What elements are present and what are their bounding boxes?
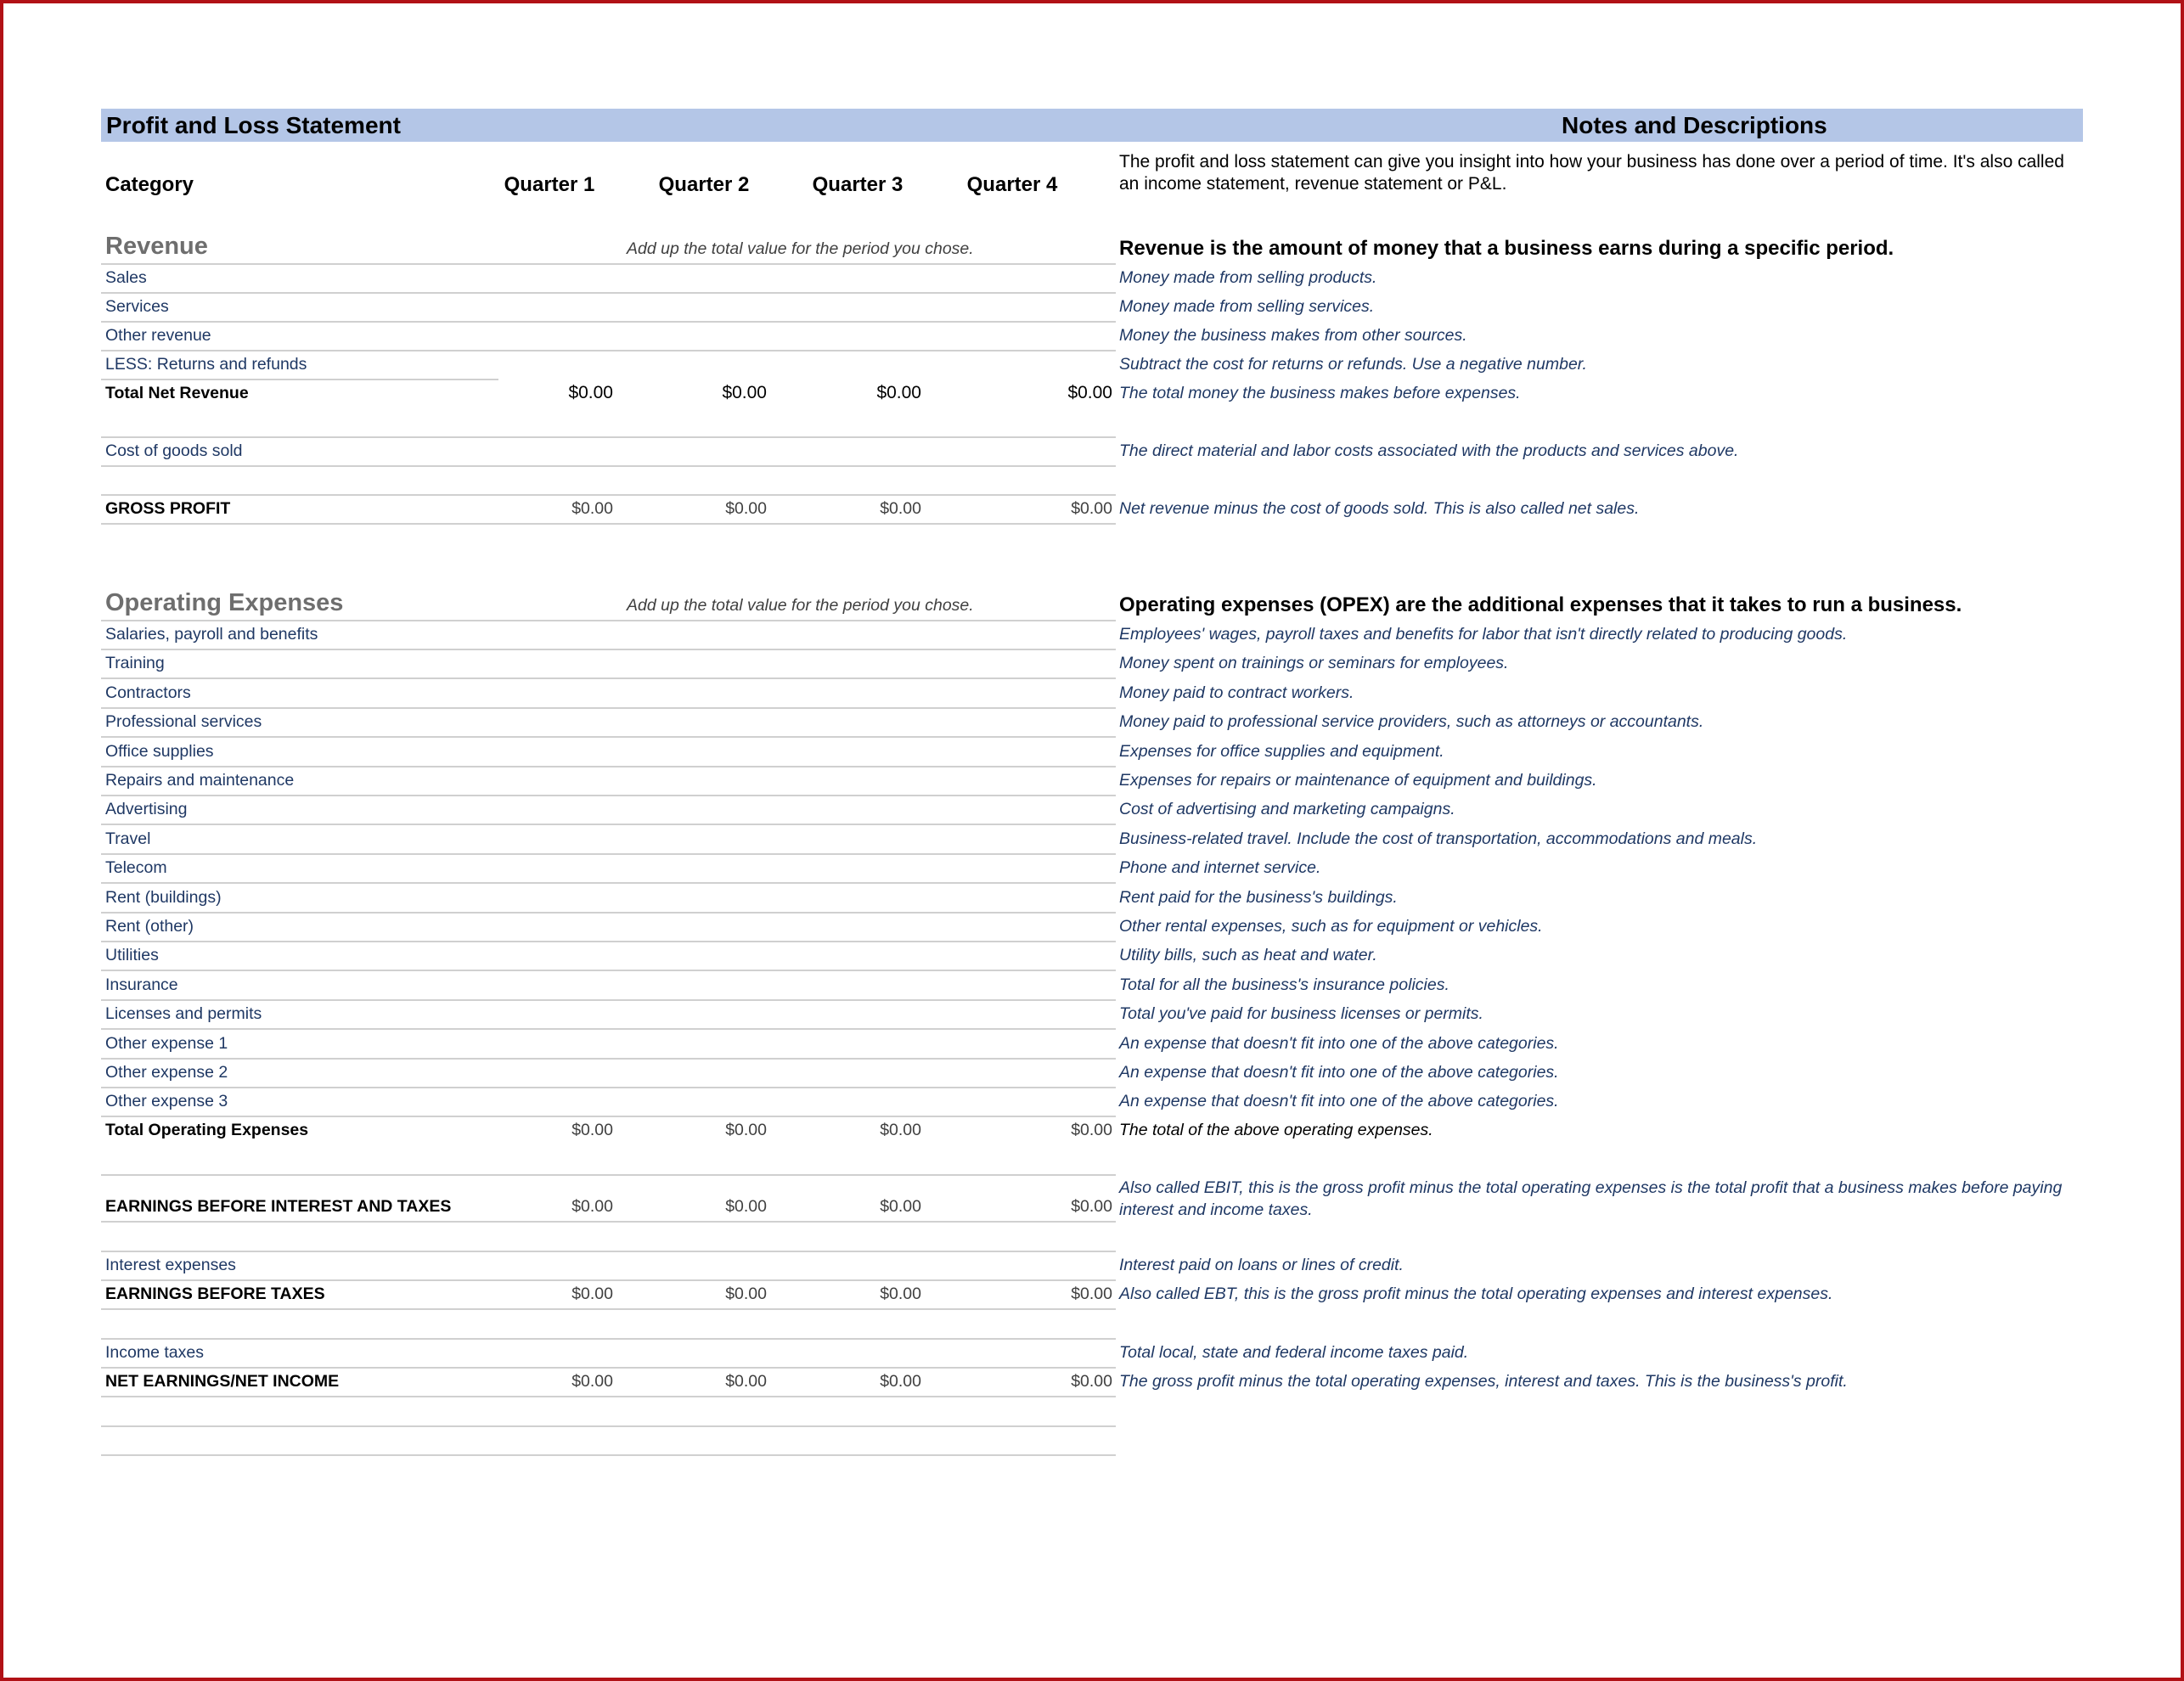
quarter-1-value[interactable]: $0.00 — [571, 1285, 613, 1303]
quarter-1-value[interactable]: $0.00 — [571, 1372, 613, 1391]
cogs-row — [0, 437, 2184, 466]
row-label: GROSS PROFIT — [105, 499, 231, 518]
row-note: Money paid to professional service providers, such as attorneys or accountants. — [1119, 712, 1704, 732]
revenue-row — [0, 322, 2184, 351]
row-label: Training — [105, 654, 165, 673]
row-label: Other revenue — [105, 326, 211, 345]
opex-row — [0, 1088, 2184, 1116]
row-note: Total you've paid for business licenses or permits. — [1119, 1004, 1483, 1024]
row-label: Sales — [105, 268, 147, 287]
opex-row — [0, 854, 2184, 883]
row-note: Money made from selling products. — [1119, 268, 1377, 287]
quarter-2-value[interactable]: $0.00 — [722, 383, 767, 402]
row-note: Net revenue minus the cost of goods sold. This is also called net sales. — [1119, 499, 1640, 518]
quarter-4-value[interactable]: $0.00 — [1071, 1121, 1112, 1139]
row-label: Other expense 2 — [105, 1063, 228, 1082]
revenue-row — [0, 351, 2184, 379]
row-note: The total of the above operating expenses. — [1119, 1121, 1433, 1139]
row-label: NET EARNINGS/NET INCOME — [105, 1372, 340, 1391]
opex-row — [0, 884, 2184, 913]
row-note: Total for all the business's insurance policies. — [1119, 975, 1449, 994]
quarter-3-value[interactable]: $0.00 — [880, 1285, 921, 1303]
spacer-row — [0, 466, 2184, 495]
row-note: Money made from selling services. — [1119, 297, 1375, 316]
row-note: Interest paid on loans or lines of credit. — [1119, 1256, 1404, 1274]
quarter-3-header: Quarter 3 — [812, 173, 903, 196]
opex-row — [0, 621, 2184, 649]
revenue-header-row — [0, 235, 2184, 264]
income-taxes-row — [0, 1339, 2184, 1368]
revenue-row — [0, 293, 2184, 322]
spacer-row — [0, 408, 2184, 437]
opex-header-row — [0, 589, 2184, 621]
row-note: Subtract the cost for returns or refunds. Use a negative number. — [1119, 355, 1587, 374]
opex-row — [0, 1059, 2184, 1088]
net-income-row — [0, 1368, 2184, 1397]
row-label: Interest expenses — [105, 1256, 236, 1274]
row-label: Other expense 3 — [105, 1092, 228, 1111]
row-divider — [101, 1174, 1116, 1176]
ebt-row — [0, 1280, 2184, 1309]
row-label: Cost of goods sold — [105, 441, 243, 460]
opex-row — [0, 767, 2184, 796]
row-note: An expense that doesn't fit into one of the above categories. — [1119, 1092, 1559, 1111]
row-note: Expenses for repairs or maintenance of equipment and buildings. — [1119, 771, 1597, 790]
spacer-row — [0, 1223, 2184, 1251]
total-opex-row — [0, 1116, 2184, 1145]
row-label: Utilities — [105, 946, 159, 965]
row-note: Money spent on trainings or seminars for employees. — [1119, 654, 1509, 673]
quarter-2-value[interactable]: $0.00 — [725, 1285, 767, 1303]
interest-row — [0, 1251, 2184, 1280]
quarter-3-value[interactable]: $0.00 — [880, 499, 921, 518]
opex-row — [0, 649, 2184, 678]
spacer-row — [0, 1426, 2184, 1455]
row-label: Advertising — [105, 800, 188, 819]
quarter-1-value[interactable]: $0.00 — [571, 1121, 613, 1139]
revenue-row — [0, 264, 2184, 293]
spacer-row — [0, 1146, 2184, 1175]
opex-row — [0, 796, 2184, 824]
row-note: The direct material and labor costs associated with the products and services above. — [1119, 441, 1739, 460]
quarter-2-value[interactable]: $0.00 — [725, 1372, 767, 1391]
row-note: Utility bills, such as heat and water. — [1119, 946, 1377, 965]
row-label: Total Operating Expenses — [105, 1121, 309, 1139]
quarter-4-value[interactable]: $0.00 — [1071, 499, 1112, 518]
section-title: Operating Expenses — [105, 589, 344, 616]
quarter-1-value[interactable]: $0.00 — [571, 1197, 613, 1216]
quarter-2-value[interactable]: $0.00 — [725, 1197, 767, 1216]
opex-row — [0, 1000, 2184, 1029]
section-hint: Add up the total value for the period you chose. — [627, 239, 974, 258]
quarter-3-value[interactable]: $0.00 — [880, 1121, 921, 1139]
row-label: Services — [105, 297, 169, 316]
row-note: Employees' wages, payroll taxes and benefits for labor that isn't directly related to producing goods. — [1119, 625, 1848, 644]
title-band — [101, 109, 2083, 142]
row-label: Contractors — [105, 683, 191, 702]
row-label: EARNINGS BEFORE TAXES — [105, 1285, 325, 1303]
row-note: Rent paid for the business's buildings. — [1119, 887, 1398, 907]
row-label: Other expense 1 — [105, 1033, 228, 1053]
row-divider — [101, 523, 1116, 525]
row-label: Rent (other) — [105, 917, 194, 936]
quarter-4-value[interactable]: $0.00 — [1071, 1285, 1112, 1303]
quarter-1-value[interactable]: $0.00 — [568, 383, 613, 402]
section-heading-note: Revenue is the amount of money that a business earns during a specific period. — [1119, 237, 1894, 260]
quarter-3-value[interactable]: $0.00 — [880, 1372, 921, 1391]
row-note: Also called EBT, this is the gross profit minus the total operating expenses and interest expenses. — [1119, 1285, 1833, 1303]
row-note: An expense that doesn't fit into one of the above categories. — [1119, 1033, 1559, 1053]
row-label: Licenses and permits — [105, 1004, 262, 1024]
row-label: Total Net Revenue — [105, 384, 249, 402]
spacer-row — [0, 1397, 2184, 1426]
opex-row — [0, 738, 2184, 767]
row-divider — [101, 1454, 1116, 1456]
quarter-3-value[interactable]: $0.00 — [880, 1197, 921, 1216]
row-label: Professional services — [105, 712, 262, 732]
row-note: Total local, state and federal income taxes paid. — [1119, 1343, 1469, 1362]
row-label: LESS: Returns and refunds — [105, 355, 307, 374]
row-note: An expense that doesn't fit into one of the above categories. — [1119, 1063, 1559, 1082]
quarter-2-header: Quarter 2 — [658, 173, 750, 196]
ebit-note: Also called EBIT, this is the gross profit minus the total operating expenses is the total profit that a business makes before paying interest and income taxes. — [1119, 1178, 2063, 1219]
row-note: Phone and internet service. — [1119, 858, 1321, 878]
quarter-2-value[interactable]: $0.00 — [725, 1121, 767, 1139]
section-heading-note: Operating expenses (OPEX) are the additional expenses that it takes to run a business. — [1119, 593, 1962, 616]
spacer-row — [0, 1310, 2184, 1339]
row-note: Other rental expenses, such as for equipment or vehicles. — [1119, 917, 1543, 936]
opex-row — [0, 913, 2184, 942]
row-label: Telecom — [105, 858, 167, 878]
quarter-2-value[interactable]: $0.00 — [725, 499, 767, 518]
row-label: Salaries, payroll and benefits — [105, 625, 318, 644]
category-header: Category — [105, 173, 194, 196]
row-label: EARNINGS BEFORE INTEREST AND TAXES — [105, 1197, 452, 1216]
notes-title: Notes and Descriptions — [1562, 112, 1827, 138]
row-label: Repairs and maintenance — [105, 771, 295, 790]
opex-row — [0, 708, 2184, 737]
opex-row — [0, 679, 2184, 708]
row-note: Business-related travel. Include the cost of transportation, accommodations and meals. — [1119, 829, 1758, 848]
quarter-4-value[interactable]: $0.00 — [1067, 383, 1112, 402]
total-net-revenue-row — [0, 379, 2184, 408]
quarter-1-value[interactable]: $0.00 — [571, 499, 613, 518]
opex-row — [0, 1030, 2184, 1059]
row-note: Money paid to contract workers. — [1119, 683, 1354, 702]
section-hint: Add up the total value for the period you chose. — [627, 596, 974, 615]
section-title: Revenue — [105, 233, 208, 260]
intro-note: The profit and loss statement can give you insight into how your business has done over a period of time. It's also called an income statement, revenue statement or P&L. — [1119, 152, 2064, 194]
row-label: Office supplies — [105, 741, 214, 761]
row-note: The gross profit minus the total operating expenses, interest and taxes. This is the business's profit. — [1119, 1372, 1848, 1391]
quarter-1-header: Quarter 1 — [504, 173, 595, 196]
row-label: Income taxes — [105, 1343, 204, 1362]
quarter-4-header: Quarter 4 — [966, 173, 1058, 196]
row-note: Cost of advertising and marketing campaigns. — [1119, 800, 1455, 819]
opex-row — [0, 825, 2184, 854]
quarter-3-value[interactable]: $0.00 — [876, 383, 921, 402]
row-label: Rent (buildings) — [105, 887, 222, 907]
opex-row — [0, 942, 2184, 970]
quarter-4-value[interactable]: $0.00 — [1071, 1197, 1112, 1216]
opex-row — [0, 971, 2184, 1000]
row-label: Insurance — [105, 975, 178, 994]
row-note: The total money the business makes before expenses. — [1119, 384, 1521, 402]
quarter-4-value[interactable]: $0.00 — [1071, 1372, 1112, 1391]
row-note: Money the business makes from other sources. — [1119, 326, 1467, 345]
gross-profit-row — [0, 495, 2184, 524]
page-title: Profit and Loss Statement — [106, 112, 401, 138]
row-note: Expenses for office supplies and equipment. — [1119, 741, 1444, 761]
row-label: Travel — [105, 829, 151, 848]
